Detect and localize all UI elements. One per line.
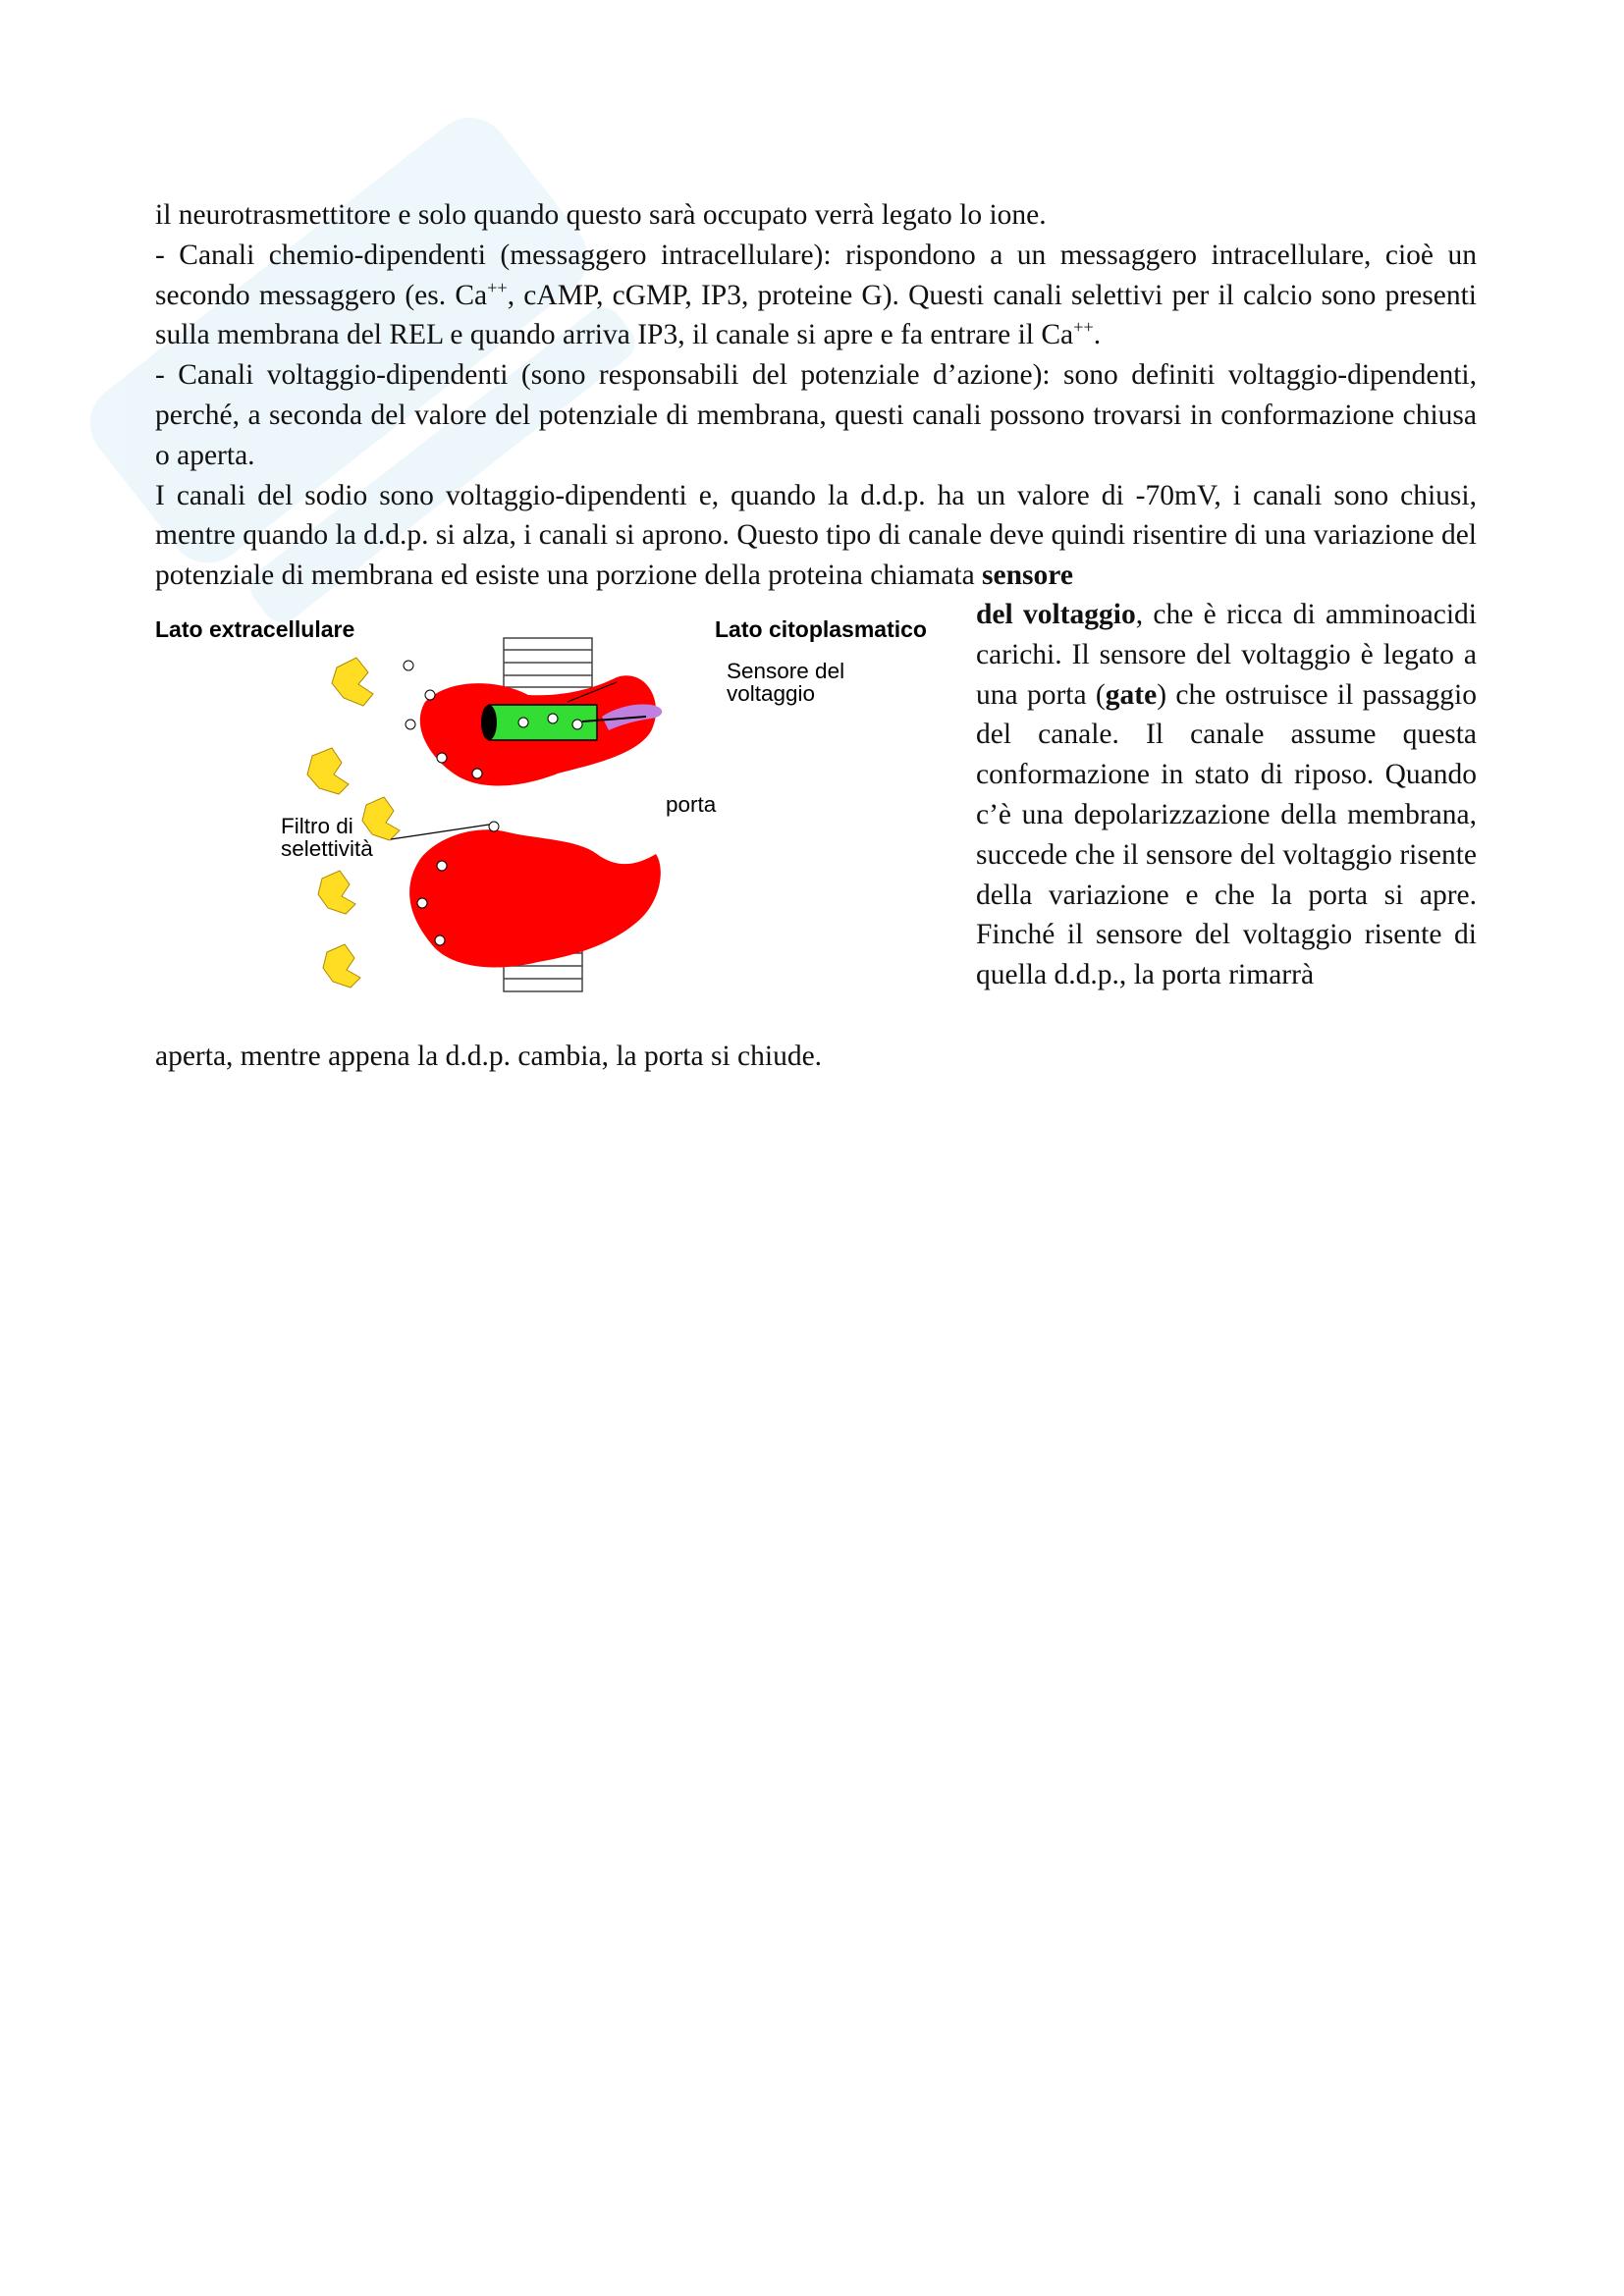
paragraph-voltaggio-dipendenti: - Canali voltaggio-dipendenti (sono responsabili del potenziale d’azione): sono definiti voltaggio-dipendenti, perché, a seconda del valore del potenziale di membrana, questi canali possono trovarsi in conformazione chiusa o aperta. xyxy=(155,359,1477,471)
paragraph-continuation: il neurotrasmettitore e solo quando questo sarà occupato verrà legato lo ione. xyxy=(155,199,1047,231)
membrane-lipids-top xyxy=(504,638,592,697)
paragraph-chemio-dipendenti: - Canali chemio-dipendenti (messaggero intracellulare): rispondono a un messaggero intracellulare, cioè un secondo messaggero (es. Ca++, cAMP, cGMP, IP3, proteine G). Questi canali selettivi per il calcio sono presenti sulla membrana del REL e quando arriva IP3, il canale si apre e fa entrare il Ca++. xyxy=(155,239,1477,351)
label-selectivity-filter: Filtro di selettività xyxy=(281,814,373,861)
main-text-top xyxy=(155,195,1477,596)
voltage-channel-figure xyxy=(155,609,960,1011)
paragraph-sensore-voltaggio: del voltaggio, che è ricca di amminoacidi carichi. Il sensore del voltaggio è legato a una porta (gate) che ostruisce il passaggio del canale. Il canale assume questa conformazione in stato di riposo. Quando c’è una depolarizzazione della membrana, succede che il sensore del voltaggio risente della variazione e che la porta si apre. Finché il sensore del voltaggio risente di quella d.d.p., la porta rimarrà xyxy=(976,599,1477,991)
paragraph-ending: aperta, mentre appena la d.d.p. cambia, la porta si chiude. xyxy=(155,1041,823,1072)
main-text-right-column xyxy=(976,595,1477,995)
protein-lower-domain xyxy=(409,829,661,967)
label-cytoplasmic: Lato citoplasmatico xyxy=(715,616,927,642)
paragraph-canali-sodio: I canali del sodio sono voltaggio-dipendenti e, quando la d.d.p. ha un valore di -70mV, i canali sono chiusi, mentre quando la d.d.p. si alza, i canali si aprono. Questo tipo di canale deve quindi risentire di una variazione del potenziale di membrana ed esiste una porzione della proteina chiamata sensore xyxy=(155,479,1477,592)
label-extracellular: Lato extracellulare xyxy=(155,616,355,642)
main-text-bottom xyxy=(155,1037,1477,1077)
label-gate: porta xyxy=(666,792,717,817)
voltage-sensor-cylinder xyxy=(481,705,597,740)
label-voltage-sensor: Sensore del voltaggio xyxy=(727,659,845,706)
